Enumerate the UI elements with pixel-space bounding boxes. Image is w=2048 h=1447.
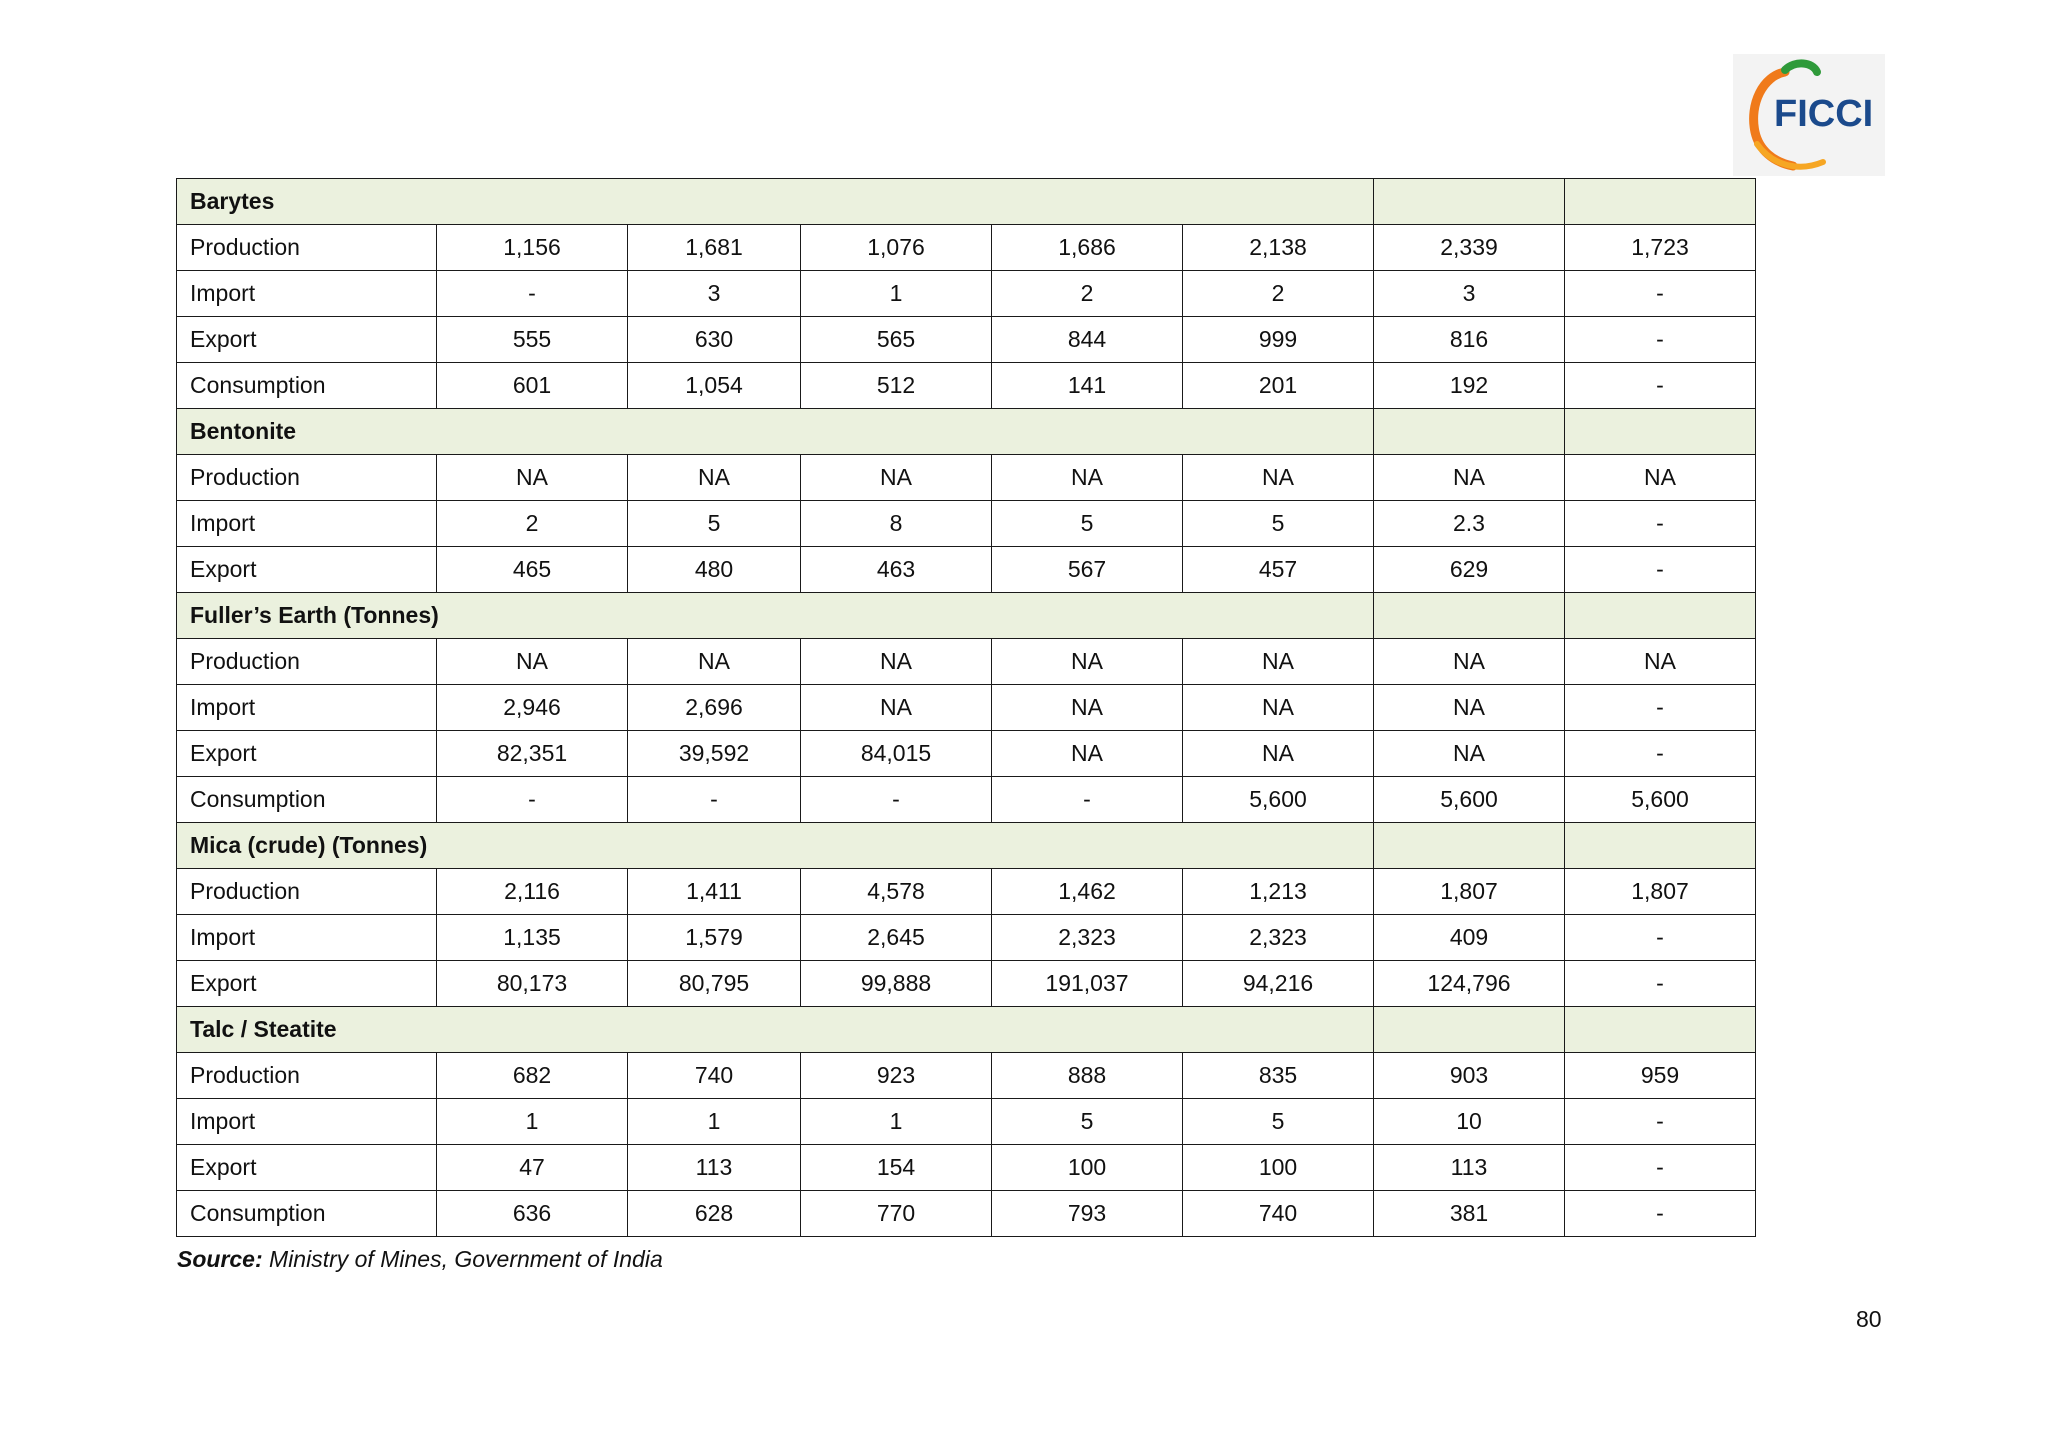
- value-cell: 10: [1374, 1099, 1565, 1145]
- value-cell: 5: [1183, 1099, 1374, 1145]
- value-cell: 4,578: [801, 869, 992, 915]
- table-row: [177, 915, 1756, 961]
- section-header-row: [177, 179, 1756, 225]
- value-cell: 80,795: [628, 961, 801, 1007]
- value-cell: NA: [992, 731, 1183, 777]
- table-row: [177, 271, 1756, 317]
- value-cell: 1,156: [437, 225, 628, 271]
- table-row: [177, 225, 1756, 271]
- value-cell: 2,946: [437, 685, 628, 731]
- value-cell: 1,076: [801, 225, 992, 271]
- row-label: Production: [177, 1053, 437, 1099]
- value-cell: -: [1565, 501, 1756, 547]
- value-cell: 5: [1183, 501, 1374, 547]
- table-row: [177, 685, 1756, 731]
- row-label: Import: [177, 271, 437, 317]
- minerals-table: [176, 178, 1756, 1237]
- table-row: [177, 1099, 1756, 1145]
- value-cell: 2: [1183, 271, 1374, 317]
- value-cell: 959: [1565, 1053, 1756, 1099]
- table-row: [177, 363, 1756, 409]
- value-cell: NA: [1183, 685, 1374, 731]
- value-cell: 2: [437, 501, 628, 547]
- value-cell: 80,173: [437, 961, 628, 1007]
- row-label: Production: [177, 455, 437, 501]
- value-cell: 100: [992, 1145, 1183, 1191]
- value-cell: 3: [1374, 271, 1565, 317]
- value-cell: NA: [801, 639, 992, 685]
- value-cell: 565: [801, 317, 992, 363]
- value-cell: NA: [437, 639, 628, 685]
- table-row: [177, 1145, 1756, 1191]
- value-cell: 903: [1374, 1053, 1565, 1099]
- value-cell: 682: [437, 1053, 628, 1099]
- value-cell: 888: [992, 1053, 1183, 1099]
- value-cell: 409: [1374, 915, 1565, 961]
- section-empty-cell: [1374, 593, 1565, 639]
- value-cell: 2.3: [1374, 501, 1565, 547]
- value-cell: 465: [437, 547, 628, 593]
- value-cell: 1,807: [1374, 869, 1565, 915]
- value-cell: NA: [1374, 685, 1565, 731]
- section-empty-cell: [1374, 1007, 1565, 1053]
- value-cell: NA: [992, 455, 1183, 501]
- value-cell: 629: [1374, 547, 1565, 593]
- value-cell: -: [1565, 961, 1756, 1007]
- value-cell: 844: [992, 317, 1183, 363]
- value-cell: 39,592: [628, 731, 801, 777]
- row-label: Export: [177, 317, 437, 363]
- value-cell: -: [437, 777, 628, 823]
- ficci-logo-graphic: [1733, 54, 1885, 176]
- value-cell: 2: [992, 271, 1183, 317]
- value-cell: 5,600: [1183, 777, 1374, 823]
- value-cell: 1: [801, 1099, 992, 1145]
- section-title: Barytes: [177, 179, 1374, 225]
- value-cell: NA: [992, 639, 1183, 685]
- value-cell: 1,686: [992, 225, 1183, 271]
- value-cell: -: [1565, 685, 1756, 731]
- value-cell: NA: [1183, 455, 1374, 501]
- row-label: Production: [177, 869, 437, 915]
- value-cell: 154: [801, 1145, 992, 1191]
- section-empty-cell: [1565, 409, 1756, 455]
- value-cell: NA: [1183, 731, 1374, 777]
- value-cell: 770: [801, 1191, 992, 1237]
- value-cell: 1,723: [1565, 225, 1756, 271]
- value-cell: 141: [992, 363, 1183, 409]
- value-cell: 740: [1183, 1191, 1374, 1237]
- value-cell: -: [628, 777, 801, 823]
- section-empty-cell: [1565, 593, 1756, 639]
- section-title: Bentonite: [177, 409, 1374, 455]
- value-cell: -: [1565, 1191, 1756, 1237]
- value-cell: -: [1565, 547, 1756, 593]
- table-row: [177, 501, 1756, 547]
- row-label: Import: [177, 685, 437, 731]
- value-cell: 1,213: [1183, 869, 1374, 915]
- value-cell: NA: [628, 639, 801, 685]
- value-cell: -: [437, 271, 628, 317]
- value-cell: 636: [437, 1191, 628, 1237]
- value-cell: 999: [1183, 317, 1374, 363]
- value-cell: 630: [628, 317, 801, 363]
- section-empty-cell: [1374, 409, 1565, 455]
- value-cell: 99,888: [801, 961, 992, 1007]
- value-cell: NA: [1565, 639, 1756, 685]
- section-header-row: [177, 593, 1756, 639]
- table-row: [177, 639, 1756, 685]
- section-header-row: [177, 409, 1756, 455]
- value-cell: NA: [1374, 639, 1565, 685]
- row-label: Consumption: [177, 777, 437, 823]
- value-cell: 555: [437, 317, 628, 363]
- value-cell: 5: [992, 501, 1183, 547]
- value-cell: 5: [628, 501, 801, 547]
- value-cell: NA: [1565, 455, 1756, 501]
- value-cell: 8: [801, 501, 992, 547]
- section-title: Mica (crude) (Tonnes): [177, 823, 1374, 869]
- value-cell: 2,116: [437, 869, 628, 915]
- value-cell: NA: [437, 455, 628, 501]
- value-cell: -: [1565, 731, 1756, 777]
- value-cell: 463: [801, 547, 992, 593]
- table-row: [177, 317, 1756, 363]
- value-cell: NA: [801, 685, 992, 731]
- table-row: [177, 547, 1756, 593]
- row-label: Consumption: [177, 363, 437, 409]
- table-row: [177, 869, 1756, 915]
- section-empty-cell: [1565, 179, 1756, 225]
- row-label: Import: [177, 915, 437, 961]
- section-empty-cell: [1374, 179, 1565, 225]
- value-cell: 740: [628, 1053, 801, 1099]
- value-cell: NA: [992, 685, 1183, 731]
- value-cell: 1: [801, 271, 992, 317]
- value-cell: 5,600: [1565, 777, 1756, 823]
- value-cell: 94,216: [1183, 961, 1374, 1007]
- row-label: Export: [177, 547, 437, 593]
- table-row: [177, 1053, 1756, 1099]
- value-cell: NA: [1183, 639, 1374, 685]
- value-cell: NA: [1374, 731, 1565, 777]
- value-cell: 2,323: [992, 915, 1183, 961]
- source-note: [177, 1246, 663, 1273]
- value-cell: 2,645: [801, 915, 992, 961]
- value-cell: 47: [437, 1145, 628, 1191]
- page-number: 80: [1856, 1306, 1882, 1332]
- table-row: [177, 777, 1756, 823]
- value-cell: 1,579: [628, 915, 801, 961]
- value-cell: -: [992, 777, 1183, 823]
- value-cell: NA: [628, 455, 801, 501]
- value-cell: 84,015: [801, 731, 992, 777]
- row-label: Import: [177, 1099, 437, 1145]
- value-cell: 1,135: [437, 915, 628, 961]
- value-cell: 113: [1374, 1145, 1565, 1191]
- table-row: [177, 455, 1756, 501]
- value-cell: 191,037: [992, 961, 1183, 1007]
- value-cell: 816: [1374, 317, 1565, 363]
- value-cell: 2,696: [628, 685, 801, 731]
- value-cell: 1: [437, 1099, 628, 1145]
- value-cell: 381: [1374, 1191, 1565, 1237]
- value-cell: -: [1565, 1145, 1756, 1191]
- value-cell: 1,462: [992, 869, 1183, 915]
- row-label: Export: [177, 731, 437, 777]
- value-cell: 2,339: [1374, 225, 1565, 271]
- section-empty-cell: [1565, 1007, 1756, 1053]
- table-row: [177, 1191, 1756, 1237]
- table-row: [177, 731, 1756, 777]
- value-cell: 192: [1374, 363, 1565, 409]
- value-cell: 480: [628, 547, 801, 593]
- value-cell: 1,807: [1565, 869, 1756, 915]
- source-label: Source:: [177, 1246, 263, 1272]
- section-empty-cell: [1374, 823, 1565, 869]
- value-cell: -: [1565, 915, 1756, 961]
- value-cell: 567: [992, 547, 1183, 593]
- value-cell: 923: [801, 1053, 992, 1099]
- section-header-row: [177, 823, 1756, 869]
- value-cell: 457: [1183, 547, 1374, 593]
- value-cell: 1: [628, 1099, 801, 1145]
- value-cell: 2,323: [1183, 915, 1374, 961]
- value-cell: 5: [992, 1099, 1183, 1145]
- value-cell: -: [1565, 317, 1756, 363]
- value-cell: 512: [801, 363, 992, 409]
- value-cell: 601: [437, 363, 628, 409]
- value-cell: 1,681: [628, 225, 801, 271]
- value-cell: NA: [1374, 455, 1565, 501]
- section-title: Fuller’s Earth (Tonnes): [177, 593, 1374, 639]
- value-cell: -: [801, 777, 992, 823]
- table-row: [177, 961, 1756, 1007]
- section-header-row: [177, 1007, 1756, 1053]
- source-text: Ministry of Mines, Government of India: [269, 1246, 663, 1272]
- value-cell: -: [1565, 1099, 1756, 1145]
- value-cell: 3: [628, 271, 801, 317]
- value-cell: NA: [801, 455, 992, 501]
- value-cell: 82,351: [437, 731, 628, 777]
- section-empty-cell: [1565, 823, 1756, 869]
- value-cell: 124,796: [1374, 961, 1565, 1007]
- row-label: Consumption: [177, 1191, 437, 1237]
- value-cell: -: [1565, 363, 1756, 409]
- row-label: Production: [177, 225, 437, 271]
- value-cell: 5,600: [1374, 777, 1565, 823]
- row-label: Production: [177, 639, 437, 685]
- row-label: Export: [177, 1145, 437, 1191]
- value-cell: 2,138: [1183, 225, 1374, 271]
- value-cell: 100: [1183, 1145, 1374, 1191]
- ficci-logo-text: FICCI: [1774, 93, 1874, 135]
- value-cell: 1,054: [628, 363, 801, 409]
- section-title: Talc / Steatite: [177, 1007, 1374, 1053]
- row-label: Export: [177, 961, 437, 1007]
- value-cell: 201: [1183, 363, 1374, 409]
- value-cell: 113: [628, 1145, 801, 1191]
- ficci-logo: [1733, 54, 1885, 176]
- value-cell: 835: [1183, 1053, 1374, 1099]
- value-cell: 793: [992, 1191, 1183, 1237]
- value-cell: 1,411: [628, 869, 801, 915]
- value-cell: -: [1565, 271, 1756, 317]
- value-cell: 628: [628, 1191, 801, 1237]
- row-label: Import: [177, 501, 437, 547]
- minerals-table-body: [177, 179, 1756, 1237]
